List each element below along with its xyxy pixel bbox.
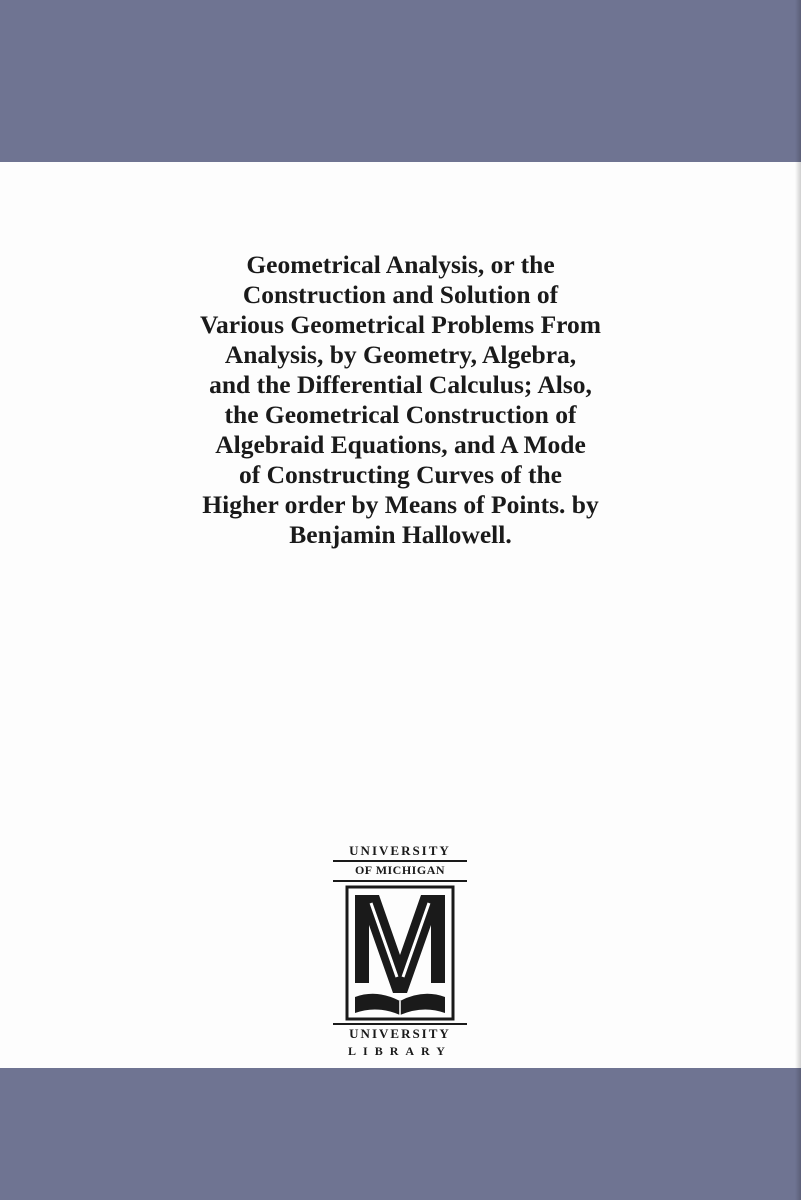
university-library-logo xyxy=(333,843,467,1061)
top-color-band xyxy=(0,0,801,162)
title-line: Algebraid Equations, and A Mode xyxy=(215,430,586,459)
logo-text-university: UNIVERSITY xyxy=(349,843,451,858)
title-line: Geometrical Analysis, or the xyxy=(246,250,555,279)
title-line: Analysis, by Geometry, Algebra, xyxy=(224,340,577,369)
title-line: and the Differential Calculus; Also, xyxy=(209,370,592,399)
book-title xyxy=(110,250,691,550)
title-line: Benjamin Hallowell. xyxy=(289,520,512,549)
logo-rule xyxy=(333,1023,467,1025)
title-line: Various Geometrical Problems From xyxy=(199,310,602,339)
spine-edge-shadow xyxy=(795,0,801,1200)
logo-rule xyxy=(333,880,467,882)
title-line: Construction and Solution of xyxy=(242,280,559,309)
bottom-color-band xyxy=(0,1068,801,1200)
logo-text-university-lower: UNIVERSITY xyxy=(349,1026,451,1041)
block-m-emblem-icon xyxy=(345,885,455,1021)
title-line: of Constructing Curves of the xyxy=(239,460,562,489)
logo-rule xyxy=(333,860,467,862)
title-line: the Geometrical Construction of xyxy=(224,400,577,429)
logo-text-library: LIBRARY xyxy=(348,1044,452,1058)
logo-text-of-michigan: OF MICHIGAN xyxy=(354,863,446,877)
title-line: Higher order by Means of Points. by xyxy=(202,490,599,519)
